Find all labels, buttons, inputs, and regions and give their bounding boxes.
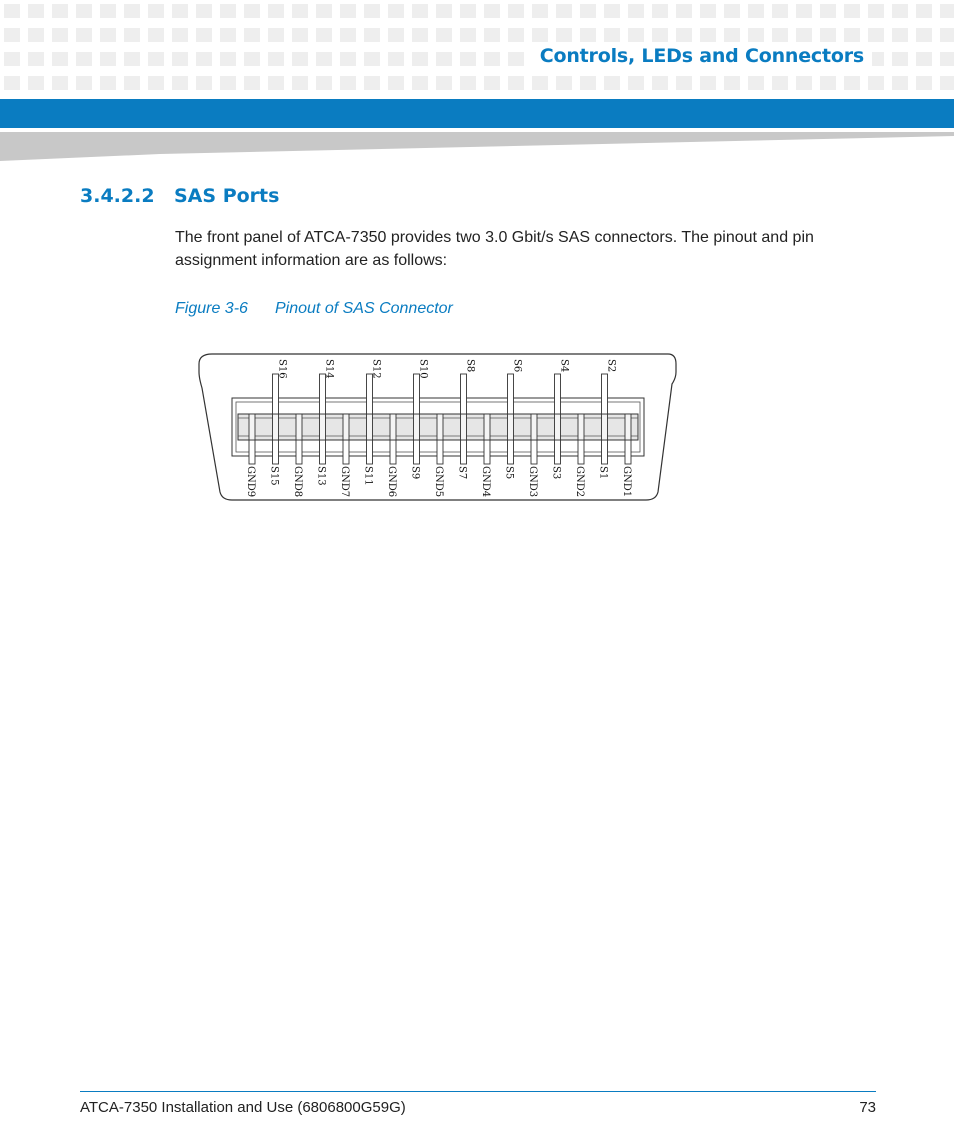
bottom-pin	[531, 440, 537, 464]
bottom-pin	[578, 440, 584, 464]
top-pin-label: S12	[370, 359, 382, 379]
top-pin	[602, 374, 608, 414]
pattern-square	[436, 4, 452, 18]
bottom-pin-label: S13	[315, 466, 327, 486]
pattern-square	[556, 76, 572, 90]
bottom-pin	[320, 440, 326, 464]
top-pin-label: S10	[417, 359, 429, 379]
pattern-square	[652, 28, 668, 42]
pattern-square	[484, 28, 500, 42]
pattern-square	[940, 28, 954, 42]
pattern-square	[220, 52, 236, 66]
pattern-square	[556, 4, 572, 18]
bottom-pin	[484, 440, 490, 464]
pattern-square	[916, 28, 932, 42]
pattern-square	[580, 4, 596, 18]
pattern-square	[460, 4, 476, 18]
pattern-square	[196, 52, 212, 66]
pattern-square	[892, 52, 908, 66]
pattern-square	[268, 28, 284, 42]
bottom-pin-label: S7	[456, 466, 468, 480]
pattern-square	[844, 28, 860, 42]
pattern-square	[820, 76, 836, 90]
body-paragraph: The front panel of ATCA-7350 provides two 3.0 Gbit/s SAS connectors. The pinout and pin assignment information are as follows:	[175, 229, 814, 269]
pattern-square	[124, 4, 140, 18]
pattern-square	[76, 76, 92, 90]
bottom-pin	[249, 440, 255, 464]
pattern-square	[628, 28, 644, 42]
pattern-square	[556, 28, 572, 42]
pin-contact	[249, 414, 255, 440]
pattern-square	[508, 52, 524, 66]
bottom-pin	[602, 440, 608, 464]
top-pin-label: S2	[605, 359, 617, 373]
pin-contact	[508, 414, 514, 440]
pin-contact	[461, 414, 467, 440]
pattern-square	[700, 4, 716, 18]
top-pin-label: S16	[276, 359, 288, 379]
bottom-pin-label: GND2	[574, 466, 585, 498]
pattern-square	[292, 76, 308, 90]
section-number: 3.4.2.2	[80, 185, 155, 207]
pin-contact	[531, 414, 537, 440]
pattern-square	[460, 52, 476, 66]
pattern-square	[436, 52, 452, 66]
pattern-square	[412, 28, 428, 42]
pattern-square	[412, 52, 428, 66]
footer-rule	[80, 1091, 876, 1092]
pattern-square	[940, 52, 954, 66]
section-heading	[80, 182, 279, 210]
pattern-square	[868, 28, 884, 42]
bottom-pin-label: S3	[550, 466, 562, 480]
pattern-square	[604, 4, 620, 18]
pin-contact	[343, 414, 349, 440]
pattern-square	[364, 28, 380, 42]
top-pin-label: S14	[323, 359, 335, 379]
figure-number: Figure 3-6	[175, 300, 248, 317]
pattern-square	[484, 52, 500, 66]
pattern-square	[196, 4, 212, 18]
header-blue-band	[0, 99, 954, 128]
pattern-square	[364, 76, 380, 90]
pin-contact	[367, 414, 373, 440]
running-header-title: Controls, LEDs and Connectors	[532, 42, 872, 70]
pattern-square	[508, 76, 524, 90]
pattern-square	[412, 4, 428, 18]
bottom-pin-label: GND6	[386, 466, 397, 498]
pattern-square	[532, 28, 548, 42]
bottom-pin-label: GND9	[245, 466, 256, 498]
pattern-square	[364, 4, 380, 18]
pattern-square	[820, 4, 836, 18]
pattern-square	[532, 76, 548, 90]
bottom-pin	[343, 440, 349, 464]
pattern-square	[388, 4, 404, 18]
pattern-square	[340, 76, 356, 90]
pattern-square	[76, 4, 92, 18]
pattern-square	[244, 28, 260, 42]
bottom-pin	[508, 440, 514, 464]
pattern-square	[244, 52, 260, 66]
top-pin	[555, 374, 561, 414]
pattern-square	[28, 76, 44, 90]
pattern-square	[172, 28, 188, 42]
pattern-square	[724, 4, 740, 18]
pattern-square	[220, 28, 236, 42]
pattern-square	[268, 4, 284, 18]
pattern-square	[724, 28, 740, 42]
top-pin-label: S8	[464, 359, 476, 373]
pattern-square	[916, 52, 932, 66]
pattern-square	[532, 4, 548, 18]
pin-contact	[625, 414, 631, 440]
pattern-square	[700, 76, 716, 90]
pattern-square	[484, 4, 500, 18]
bottom-pin	[461, 440, 467, 464]
pin-contact	[484, 414, 490, 440]
bottom-pin	[367, 440, 373, 464]
pattern-square	[796, 76, 812, 90]
bottom-pin-label: GND1	[621, 466, 632, 498]
pattern-square	[220, 4, 236, 18]
pattern-square	[700, 28, 716, 42]
section-title: SAS Ports	[174, 185, 280, 207]
pattern-square	[748, 4, 764, 18]
pattern-square	[388, 76, 404, 90]
top-pin-label: S6	[511, 359, 523, 373]
pattern-square	[796, 4, 812, 18]
pattern-square	[844, 4, 860, 18]
pattern-square	[4, 52, 20, 66]
pattern-square	[316, 4, 332, 18]
bottom-pin-label: S15	[268, 466, 280, 486]
pattern-square	[652, 4, 668, 18]
pattern-square	[772, 28, 788, 42]
top-pin	[414, 374, 420, 414]
bottom-pin	[414, 440, 420, 464]
pattern-square	[916, 76, 932, 90]
bottom-pin-label: GND3	[527, 466, 538, 498]
pattern-square	[748, 28, 764, 42]
pattern-square	[52, 52, 68, 66]
pattern-square	[4, 28, 20, 42]
pin-contact	[273, 414, 279, 440]
pattern-square	[412, 76, 428, 90]
bottom-pin-label: S11	[362, 466, 374, 486]
bottom-pin-label: GND4	[480, 466, 491, 498]
figure-caption	[175, 297, 453, 320]
pattern-square	[292, 4, 308, 18]
pattern-square	[868, 76, 884, 90]
bottom-pin-label: GND5	[433, 466, 444, 498]
pattern-square	[676, 28, 692, 42]
pattern-square	[940, 4, 954, 18]
pattern-square	[628, 76, 644, 90]
top-pin	[273, 374, 279, 414]
pattern-square	[52, 28, 68, 42]
bottom-pin-label: S9	[409, 466, 421, 480]
pin-contact	[578, 414, 584, 440]
pin-contact	[555, 414, 561, 440]
pattern-square	[316, 76, 332, 90]
pattern-square	[340, 4, 356, 18]
pin-contact	[390, 414, 396, 440]
bottom-pin-label: GND7	[339, 466, 350, 498]
pattern-square	[4, 4, 20, 18]
pattern-square	[820, 28, 836, 42]
pattern-square	[604, 28, 620, 42]
pattern-square	[388, 28, 404, 42]
pattern-square	[844, 76, 860, 90]
pattern-square	[100, 76, 116, 90]
pattern-square	[724, 76, 740, 90]
pattern-square	[268, 76, 284, 90]
pattern-square	[292, 52, 308, 66]
top-pin	[320, 374, 326, 414]
pattern-square	[148, 52, 164, 66]
pattern-square	[340, 52, 356, 66]
pattern-square	[676, 76, 692, 90]
pattern-square	[172, 76, 188, 90]
pattern-square	[268, 52, 284, 66]
pattern-square	[436, 76, 452, 90]
pattern-square	[772, 4, 788, 18]
pattern-square	[772, 76, 788, 90]
pattern-square	[388, 52, 404, 66]
pattern-square	[148, 76, 164, 90]
pattern-square	[460, 76, 476, 90]
pattern-square	[340, 28, 356, 42]
pattern-square	[196, 28, 212, 42]
footer-page-number: 73	[859, 1099, 876, 1116]
bottom-pin	[273, 440, 279, 464]
pattern-square	[316, 28, 332, 42]
sas-connector-diagram	[198, 352, 680, 504]
pattern-square	[484, 76, 500, 90]
top-pin	[508, 374, 514, 414]
pattern-square	[316, 52, 332, 66]
pattern-square	[892, 28, 908, 42]
pin-contact	[414, 414, 420, 440]
pattern-square	[28, 28, 44, 42]
bottom-pin-label: S1	[597, 466, 609, 480]
pattern-square	[244, 4, 260, 18]
bottom-pin	[296, 440, 302, 464]
pin-contact	[437, 414, 443, 440]
bottom-pin	[390, 440, 396, 464]
bottom-pin	[555, 440, 561, 464]
pattern-square	[508, 4, 524, 18]
pattern-square	[52, 4, 68, 18]
pattern-square	[52, 76, 68, 90]
pattern-square	[676, 4, 692, 18]
pattern-square	[652, 76, 668, 90]
pattern-square	[148, 28, 164, 42]
top-pin	[367, 374, 373, 414]
pattern-square	[868, 4, 884, 18]
pattern-square	[916, 4, 932, 18]
pattern-square	[364, 52, 380, 66]
top-pin	[461, 374, 467, 414]
pattern-square	[196, 76, 212, 90]
pattern-square	[580, 76, 596, 90]
pattern-square	[172, 4, 188, 18]
pattern-square	[100, 4, 116, 18]
pattern-square	[148, 4, 164, 18]
pattern-square	[796, 28, 812, 42]
header-swoosh	[0, 128, 954, 164]
pattern-square	[100, 52, 116, 66]
pin-contact	[602, 414, 608, 440]
footer-document-title: ATCA-7350 Installation and Use (6806800G59G)	[80, 1099, 406, 1116]
pattern-square	[892, 4, 908, 18]
pattern-square	[4, 76, 20, 90]
pattern-square	[244, 76, 260, 90]
pattern-square	[76, 28, 92, 42]
pattern-square	[28, 52, 44, 66]
pattern-square	[436, 28, 452, 42]
pattern-square	[628, 4, 644, 18]
top-pin-label: S4	[558, 359, 570, 373]
pattern-square	[604, 76, 620, 90]
pattern-square	[100, 28, 116, 42]
pattern-square	[748, 76, 764, 90]
bottom-pin-label: S5	[503, 466, 515, 480]
pattern-square	[76, 52, 92, 66]
pattern-square	[580, 28, 596, 42]
bottom-pin-label: GND8	[292, 466, 303, 498]
pattern-square	[172, 52, 188, 66]
pin-contact	[296, 414, 302, 440]
pattern-square	[940, 76, 954, 90]
pattern-square	[460, 28, 476, 42]
pattern-square	[124, 28, 140, 42]
pattern-square	[292, 28, 308, 42]
pattern-square	[508, 28, 524, 42]
pattern-square	[124, 52, 140, 66]
pattern-square	[124, 76, 140, 90]
pattern-square	[220, 76, 236, 90]
pin-contact	[320, 414, 326, 440]
bottom-pin	[625, 440, 631, 464]
bottom-pin	[437, 440, 443, 464]
pattern-square	[892, 76, 908, 90]
pattern-square	[28, 4, 44, 18]
figure-title: Pinout of SAS Connector	[275, 300, 453, 317]
